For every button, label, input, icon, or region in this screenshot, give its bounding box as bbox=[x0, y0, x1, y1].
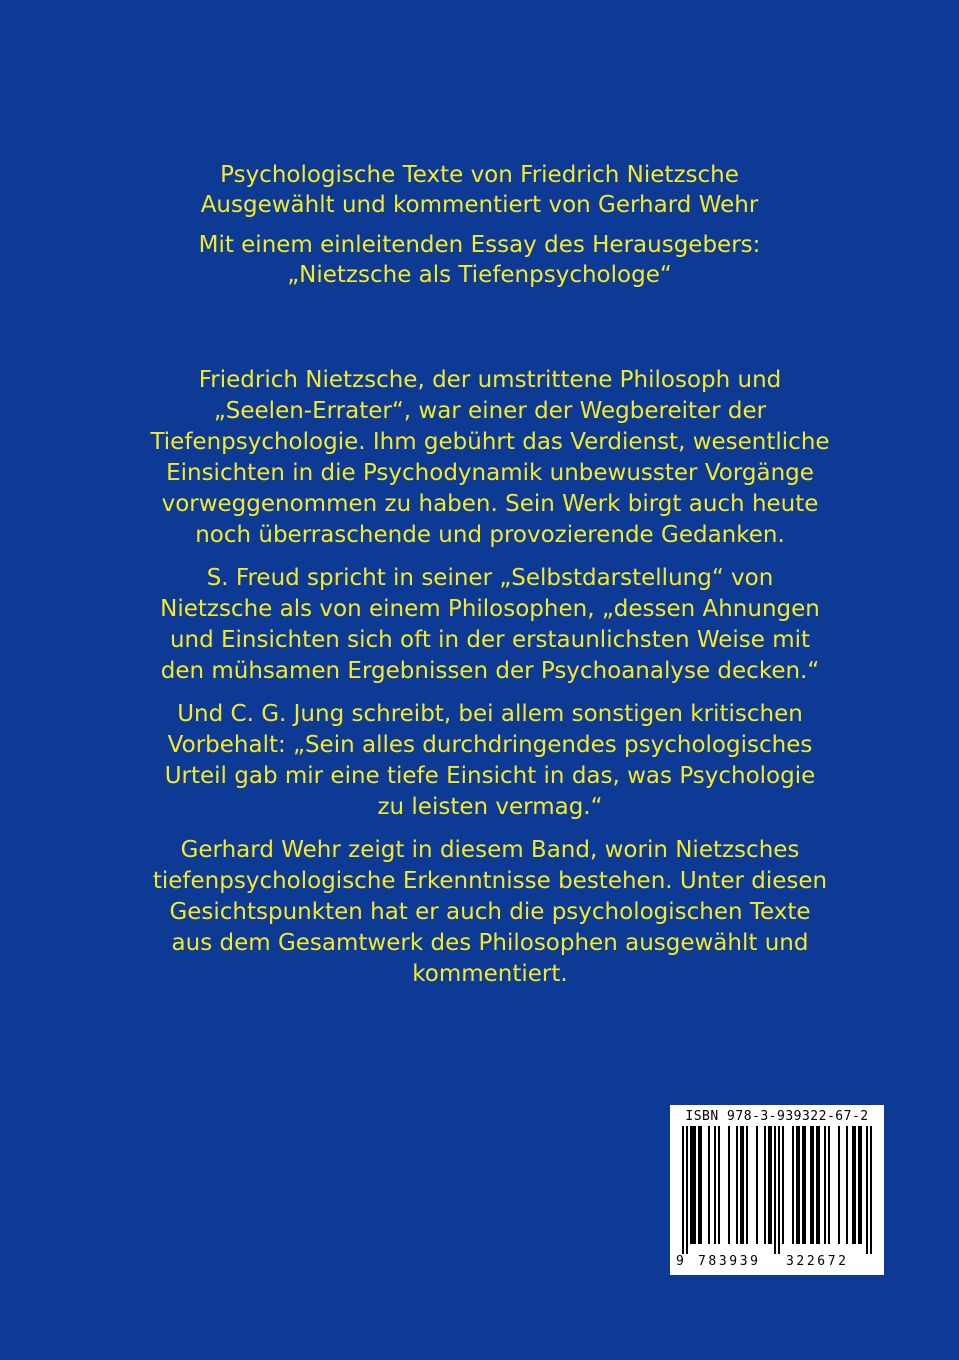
barcode-bars bbox=[679, 1126, 875, 1254]
intro-line-1: Psychologische Texte von Friedrich Nietzsche bbox=[220, 162, 739, 188]
barcode-bar bbox=[746, 1126, 748, 1244]
barcode-bar bbox=[802, 1126, 804, 1244]
intro-line-4: „Nietzsche als Tiefenpsychologe“ bbox=[287, 262, 672, 288]
barcode-bar bbox=[812, 1126, 814, 1244]
barcode-bar bbox=[728, 1126, 730, 1244]
barcode-bar bbox=[718, 1126, 720, 1244]
intro-block bbox=[0, 160, 959, 290]
barcode-digits-right: 322672 bbox=[786, 1254, 849, 1269]
intro-line-3: Mit einem einleitenden Essay des Herausgebers: bbox=[198, 232, 761, 258]
barcode-bar bbox=[796, 1126, 798, 1244]
barcode-bar bbox=[756, 1126, 758, 1244]
description-block bbox=[150, 365, 830, 1002]
barcode-bar bbox=[694, 1126, 696, 1244]
barcode-bar bbox=[700, 1126, 702, 1244]
barcode-bar bbox=[798, 1126, 800, 1244]
barcode-bar bbox=[690, 1126, 692, 1244]
barcode-bar bbox=[764, 1126, 766, 1244]
isbn-barcode bbox=[670, 1105, 884, 1275]
barcode-bar bbox=[768, 1126, 770, 1244]
barcode-digits-left: 783939 bbox=[698, 1254, 761, 1269]
barcode-bar bbox=[782, 1126, 784, 1244]
description-paragraph: Gerhard Wehr zeigt in diesem Band, worin Nietzsches tiefenpsychologische Erkenntnisse bestehen. Unter diesen Gesichtspunkten hat er auch die psychologischen Texte aus dem Gesamtwerk des Philosophen ausgewählt und kommentiert. bbox=[152, 837, 828, 987]
barcode-bar bbox=[714, 1126, 716, 1244]
barcode-bar bbox=[708, 1126, 710, 1244]
barcode-bar bbox=[804, 1126, 806, 1244]
description-paragraph: S. Freud spricht in seiner „Selbstdarstellung“ von Nietzsche als von einem Philosophen, „dessen Ahnungen und Einsichten sich oft in der erstaunlichsten Weise mit den mühsamen Ergebnissen der Psychoanalyse decken.“ bbox=[160, 565, 820, 684]
barcode-bar bbox=[846, 1126, 848, 1244]
barcode-bar bbox=[824, 1126, 826, 1244]
barcode-bar bbox=[692, 1126, 694, 1244]
barcode-bar bbox=[792, 1126, 794, 1244]
isbn-label: ISBN 978-3-939322-67-2 bbox=[685, 1109, 869, 1124]
barcode-digits bbox=[676, 1254, 878, 1272]
barcode-bar bbox=[778, 1126, 780, 1254]
intro-line-2: Ausgewählt und kommentiert von Gerhard Wehr bbox=[200, 192, 759, 218]
barcode-bar bbox=[866, 1126, 868, 1254]
barcode-bar bbox=[860, 1126, 862, 1244]
barcode-bar bbox=[682, 1126, 684, 1254]
barcode-bar bbox=[774, 1126, 776, 1254]
barcode-bar bbox=[854, 1126, 856, 1244]
barcode-bar bbox=[858, 1126, 860, 1244]
barcode-bar bbox=[810, 1126, 812, 1244]
description-paragraph: Und C. G. Jung schreibt, bei allem sonstigen kritischen Vorbehalt: „Sein alles durchdringendes psychologisches Urteil gab mir eine tiefe Einsicht in das, was Psychologie zu leisten vermag.“ bbox=[164, 701, 816, 820]
barcode-bar bbox=[686, 1126, 688, 1254]
barcode-bar bbox=[828, 1126, 830, 1244]
barcode-bar bbox=[742, 1126, 744, 1244]
barcode-bar bbox=[838, 1126, 840, 1244]
barcode-bar bbox=[870, 1126, 872, 1254]
barcode-bar bbox=[740, 1126, 742, 1244]
barcode-digit-first: 9 bbox=[676, 1254, 684, 1269]
barcode-bar bbox=[816, 1126, 818, 1244]
barcode-bar bbox=[770, 1126, 772, 1244]
barcode-bar bbox=[698, 1126, 700, 1244]
barcode-bar bbox=[736, 1126, 738, 1244]
barcode-bar bbox=[818, 1126, 820, 1244]
description-paragraph: Friedrich Nietzsche, der umstrittene Philosoph und „Seelen-Errater“, war einer der Wegbereiter der Tiefenpsychologie. Ihm gebührt das Verdienst, wesentliche Einsichten in die Psychodynamik unbewusster Vorgänge vorweggenommen zu haben. Sein Werk birgt auch heute noch überraschende und provozierende Gedanken. bbox=[150, 367, 830, 548]
barcode-bar bbox=[852, 1126, 854, 1244]
